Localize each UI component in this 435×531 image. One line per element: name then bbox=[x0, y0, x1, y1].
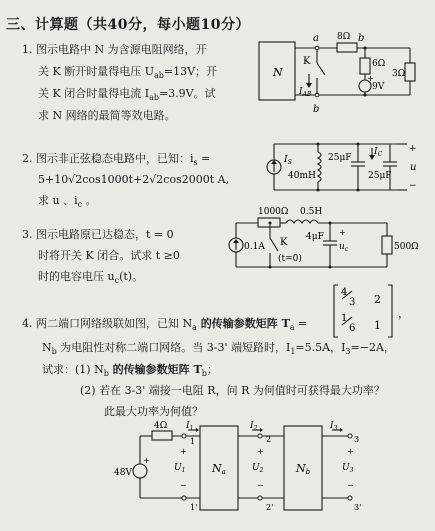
q4-label-u2: $U_2$ bbox=[252, 463, 264, 474]
q2-label-40mh: 40mH bbox=[288, 171, 316, 181]
q3-label-1000ohm: 1000Ω bbox=[258, 207, 289, 217]
q4-line4: (2) 若在 3-3' 端接一电阻 R，问 R 为何值时可获得最大功率？ bbox=[80, 384, 385, 397]
q4-line3: 试求：(1) $N_b$ 的传输参数矩阵 $T_b$； bbox=[42, 363, 218, 379]
q1-label-iab: $I_{AB}$ bbox=[299, 87, 312, 98]
matrix-a12: 2 bbox=[374, 293, 381, 306]
q4-label-src-plus: + bbox=[143, 456, 150, 465]
q4-label-port-1p: 1' bbox=[190, 503, 198, 512]
matrix-a21-den: 6 bbox=[349, 323, 356, 334]
q3-line3: 时的电容电压 $u_c(t)$。 bbox=[38, 270, 144, 286]
q4-label-u1: $U_1$ bbox=[174, 463, 186, 474]
q1-label-k: K bbox=[303, 56, 311, 67]
q2-label-is: $I_S$ bbox=[284, 155, 292, 166]
q4-line5: 此最大功率为何值？ bbox=[104, 405, 203, 418]
q3-label-plus: + bbox=[339, 228, 346, 237]
q2-label-u: u bbox=[410, 162, 417, 173]
q4-label-u3-minus: − bbox=[347, 481, 354, 490]
q2-line3: 求 u 、$i_c$ 。 bbox=[38, 194, 97, 210]
q3-label-k: K bbox=[280, 237, 288, 248]
matrix-a22: 1 bbox=[374, 319, 381, 332]
q1-label-n: N bbox=[273, 66, 283, 79]
q1-line2: 关 K 断开时量得电压 $U_{ab}=13V$；开 bbox=[38, 65, 218, 81]
q4-label-i3: $I_3$ bbox=[330, 421, 338, 432]
q2-label-ic: $I_C$ bbox=[374, 147, 383, 158]
q1-line3: 关 K 闭合时量得电流 $I_{ab}=3.9V$。试 bbox=[38, 87, 216, 103]
q1-line4: 求 N 网络的最简等效电路。 bbox=[38, 109, 176, 122]
q4-label-port-1: 1 bbox=[190, 437, 196, 446]
matrix-tail: ， bbox=[398, 307, 409, 320]
q2-circuit bbox=[262, 138, 427, 198]
q3-resistor-500 bbox=[382, 236, 392, 254]
q3-line2: 时将开关 K 闭合。试求 t ≥0 bbox=[38, 249, 180, 262]
q1-label-b-top: b bbox=[358, 33, 365, 44]
q1-label-b: b bbox=[313, 104, 320, 115]
q4-label-nb: Nb bbox=[296, 462, 311, 476]
q4-line1: 4. 两二端口网络级联如图，已知 $N_a$ 的传输参数矩阵 $T_a$ = bbox=[22, 317, 308, 333]
q1-switch-k bbox=[317, 63, 325, 75]
q4-voltage-source bbox=[133, 464, 147, 478]
matrix-left-bracket bbox=[334, 285, 338, 337]
q4-label-u2-minus: − bbox=[257, 481, 264, 490]
q1-resistor-6 bbox=[360, 58, 370, 74]
q3-line1: 3. 图示电路原已达稳态，t = 0 bbox=[22, 228, 174, 241]
q3-label-01a: 0.1A bbox=[244, 242, 265, 252]
q4-label-u2-plus: + bbox=[257, 447, 264, 456]
q2-label-25uf-2: 25μF bbox=[368, 171, 392, 181]
q2-line2: 5+10√2cos1000t+2√2cos2000t A, bbox=[38, 173, 230, 186]
matrix-a11-num: 4 bbox=[341, 287, 348, 298]
q1-resistor-3 bbox=[405, 63, 415, 81]
q4-label-port-3p: 3' bbox=[354, 503, 362, 512]
q4-label-port-2: 2 bbox=[266, 435, 272, 444]
matrix-right-bracket bbox=[388, 285, 392, 337]
q2-line1: 2. 图示非正弦稳态电路中，已知：$i_s$ = bbox=[22, 152, 211, 168]
q4-label-na: Na bbox=[212, 462, 226, 476]
q2-label-plus: + bbox=[409, 144, 417, 154]
q1-label-9v: 9V bbox=[372, 82, 385, 92]
q4-label-u3: $U_3$ bbox=[342, 463, 354, 474]
q2-inductor bbox=[318, 152, 321, 182]
q4-label-i1: $I_1$ bbox=[186, 421, 194, 432]
q3-switch-k bbox=[270, 238, 278, 251]
q4-resistor-4 bbox=[152, 431, 172, 440]
q1-label-8ohm: 8Ω bbox=[337, 32, 351, 42]
q4-line2: $N_b$ 为电阻性对称二端口网络。当 3-3' 端短路时，$I_1=5.5A$，$I_3=-2A$， bbox=[42, 341, 395, 357]
q3-label-t0: (t=0) bbox=[278, 254, 302, 264]
q4-label-u1-minus: − bbox=[180, 481, 187, 490]
q4-label-4ohm: 4Ω bbox=[154, 421, 168, 431]
section-title: 三、计算题（共40分，每小题10分） bbox=[6, 17, 250, 33]
q2-label-minus: − bbox=[409, 181, 417, 191]
q3-label-05h: 0.5H bbox=[300, 207, 323, 217]
q4-label-u1-plus: + bbox=[180, 447, 187, 456]
q3-circuit bbox=[222, 205, 427, 273]
q4-label-48v: 48V bbox=[114, 468, 132, 478]
q4-circuit bbox=[112, 422, 367, 525]
q2-label-25uf-1: 25μF bbox=[328, 153, 352, 163]
matrix-a11-den: 3 bbox=[349, 297, 356, 308]
q3-label-4uf: 4μF bbox=[306, 232, 324, 242]
q3-label-500ohm: 500Ω bbox=[394, 242, 419, 252]
q1-line1: 1. 图示电路中 N 为含源电阻网络，开 bbox=[22, 43, 207, 56]
q4-label-i2: $I_2$ bbox=[250, 421, 258, 432]
q1-label-3ohm: 3Ω bbox=[392, 69, 406, 79]
q1-label-6ohm: 6Ω bbox=[372, 59, 386, 69]
q3-label-uc: $u_c$ bbox=[339, 242, 349, 253]
q4-label-port-2p: 2' bbox=[266, 503, 274, 512]
q1-label-plus: + bbox=[367, 74, 374, 83]
matrix-a21-num: 1 bbox=[341, 313, 348, 324]
q1-resistor-8 bbox=[337, 43, 357, 52]
q4-label-port-3: 3 bbox=[354, 435, 360, 444]
q4-matrix-ta bbox=[332, 283, 422, 339]
q1-label-a: a bbox=[313, 33, 319, 44]
q3-inductor bbox=[286, 220, 318, 223]
q1-circuit bbox=[255, 30, 430, 125]
q4-label-u3-plus: + bbox=[347, 447, 354, 456]
